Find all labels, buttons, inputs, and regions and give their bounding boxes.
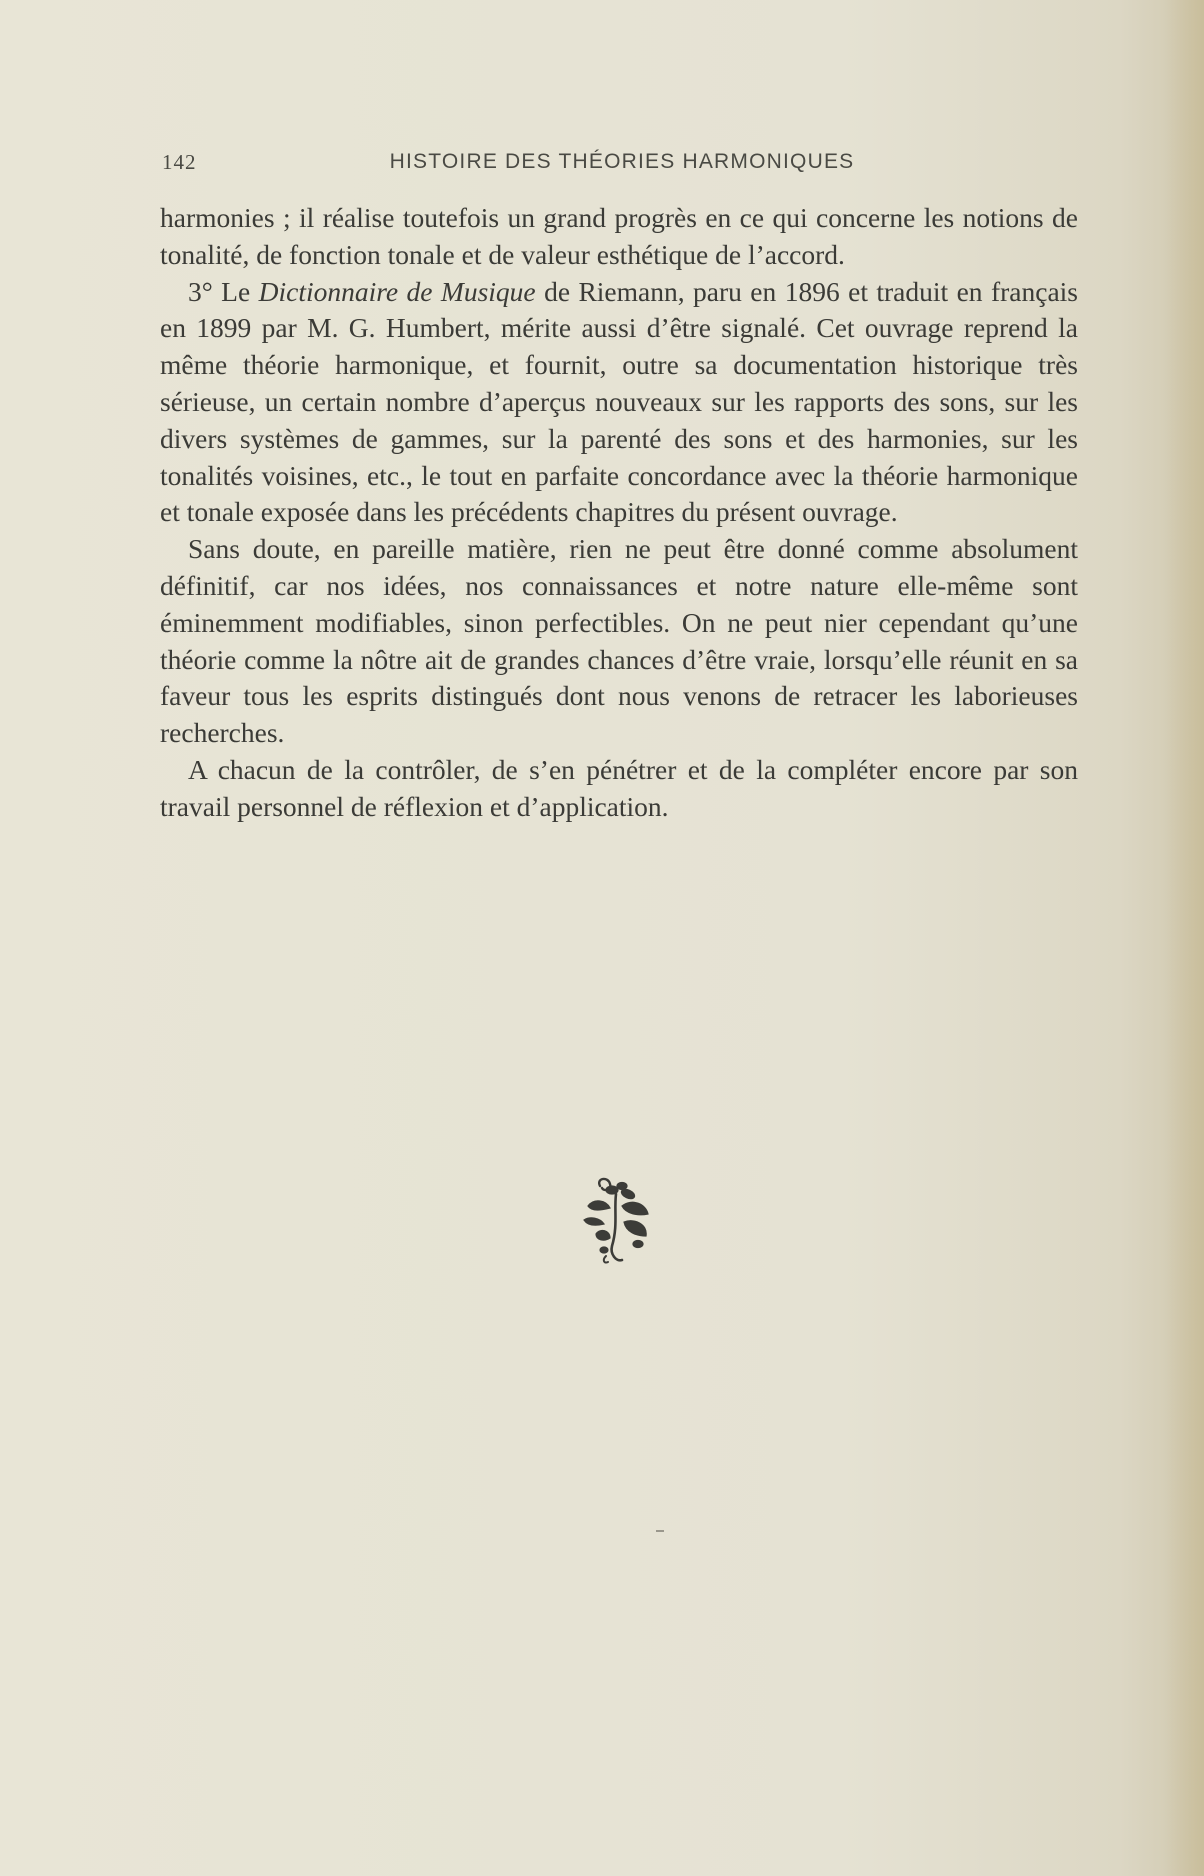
paragraph-sans-doute	[160, 531, 1078, 752]
stray-mark	[656, 1530, 664, 1532]
paragraph-conclusion	[160, 752, 1078, 826]
paragraph-suffix: de Riemann, paru en 1896 et traduit en français en 1899 par M. G. Humbert, mérite aussi d’être signalé. Cet ouvrage reprend la même théorie harmonique, et fournit, outre sa documentation historique très sérieuse, un certain nombre d’aperçus nouveaux sur les rapports des sons, sur les divers systèmes de gammes, sur la parenté des sons et des harmonies, sur les tonalités voisines, etc., le tout en parfaite concordance avec la théorie harmonique et tonale exposée dans les précédents chapitres du présent ouvrage.	[160, 275, 1078, 528]
paragraph-text: A chacun de la contrôler, de s’en pénétrer et de la compléter encore par son travail personnel de réflexion et d’application.	[160, 753, 1078, 822]
paragraph-riemann	[160, 274, 1078, 532]
running-title: HISTOIRE DES THÉORIES HARMONIQUES	[389, 150, 855, 173]
paragraph-continuation	[160, 200, 1078, 274]
paragraph-text: Sans doute, en pareille matière, rien ne peut être donné comme absolument définitif, car nos idées, nos connaissances et notre nature elle-même sont éminemment modifiables, sinon perfectibles. On ne peut nier cependant qu’une théorie comme la nôtre ait de grandes chances d’être vraie, lorsqu’elle réunit en sa faveur tous les esprits distingués dont nous venons de retracer les laborieuses recherches.	[160, 533, 1078, 749]
page-number: 142	[162, 150, 197, 174]
paragraph-prefix: 3° Le	[188, 275, 259, 307]
paragraph-text: harmonies ; il réalise toutefois un grand progrès en ce qui concerne les notions de tonalité, de fonction tonale et de valeur esthétique de l’accord.	[160, 202, 1078, 270]
page-edge-shadow	[1164, 0, 1204, 1876]
floral-tailpiece-icon	[578, 1176, 654, 1266]
book-title-italic: Dictionnaire de Musique	[258, 275, 536, 307]
body-text	[160, 200, 1078, 826]
page-header	[162, 150, 1082, 180]
